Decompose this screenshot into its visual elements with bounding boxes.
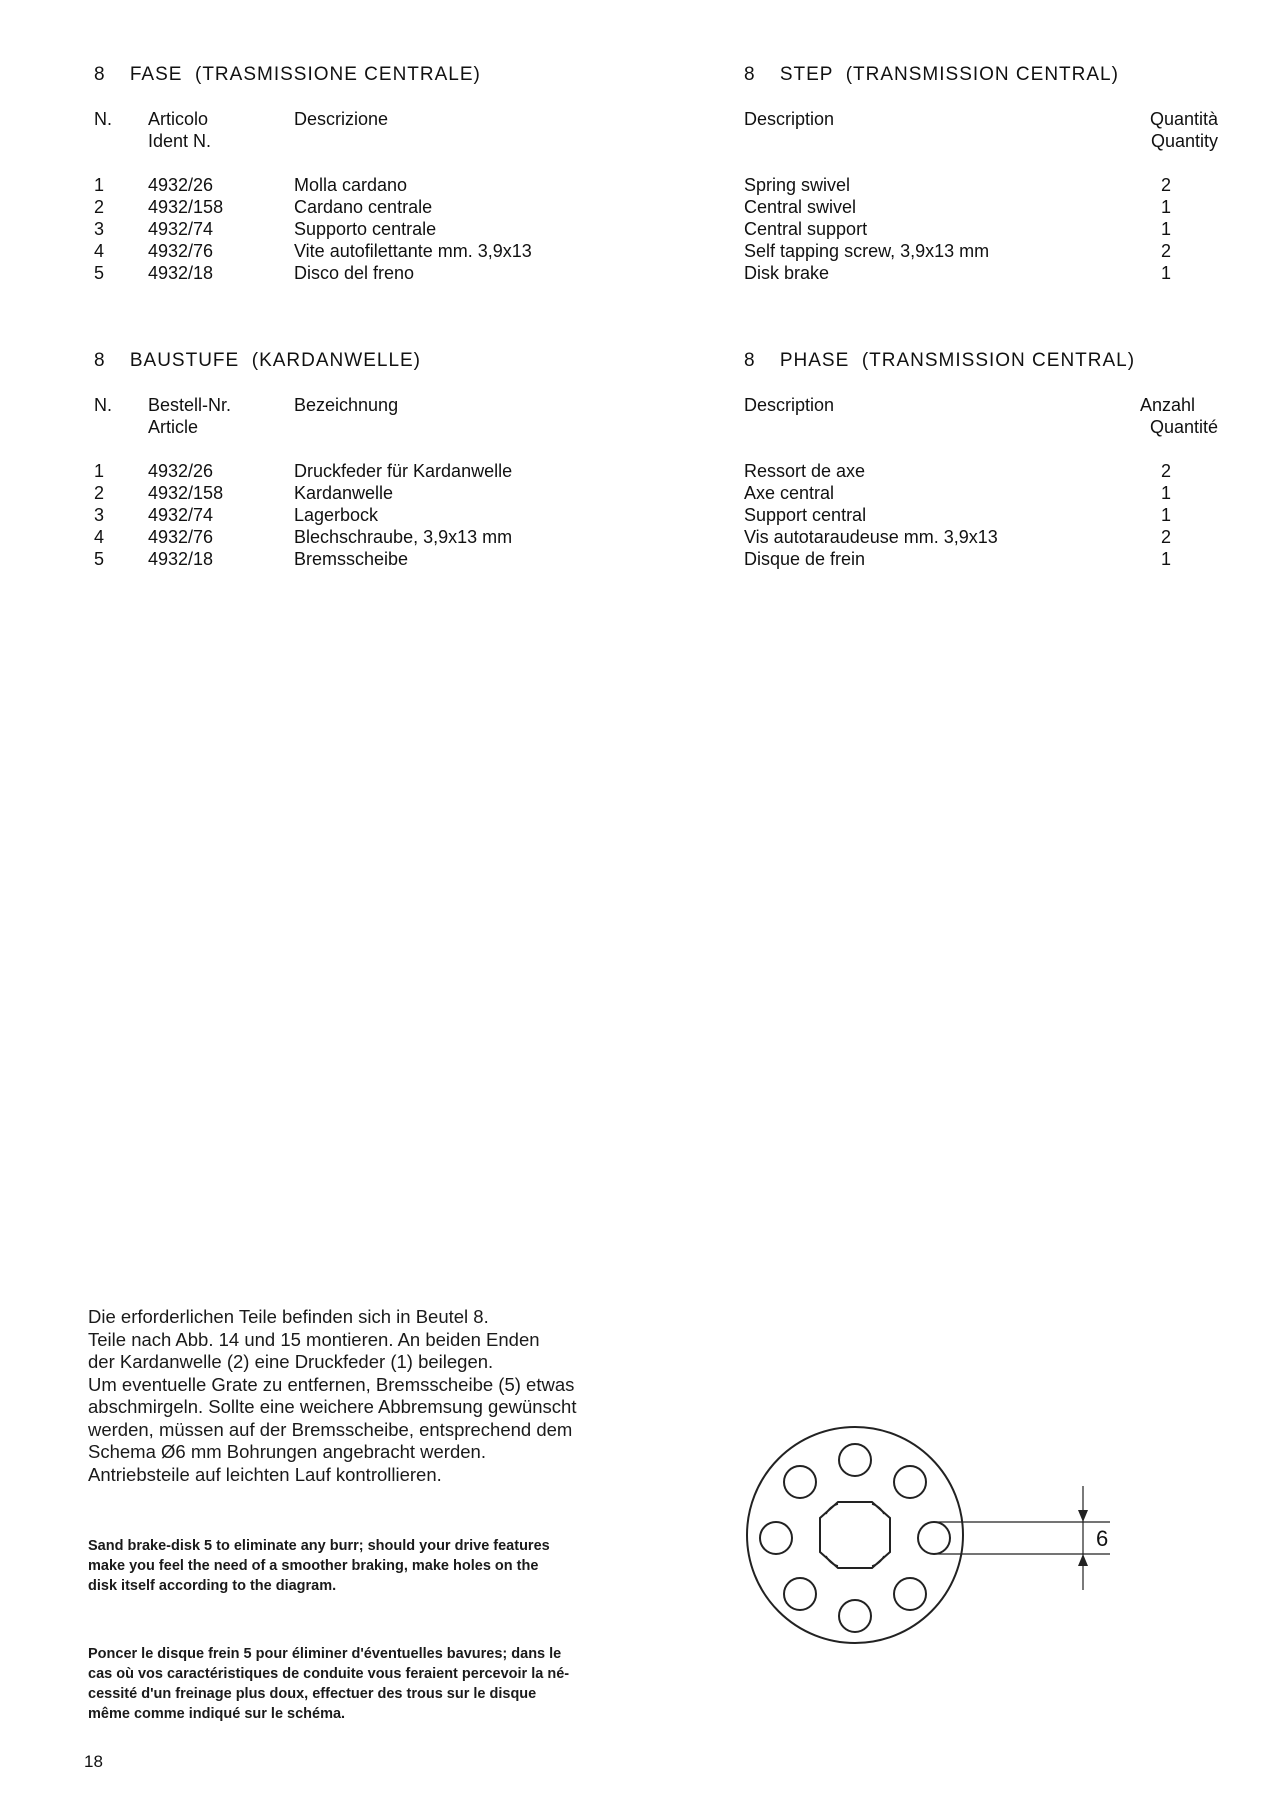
table-cell: Ressort de axe [744,461,866,481]
col-header-n: N. [94,109,112,129]
table-cell: Disk brake [744,263,830,283]
table-cell: 4932/18 [148,549,214,569]
col-n [94,460,104,570]
brake-hole [894,1578,926,1610]
col-header-description: Descrizione [294,109,389,129]
instruction-line: cessité d'un freinage plus doux, effectuer des trous sur le disque [88,1686,537,1702]
table-cell: Bremsscheibe [294,549,409,569]
table-cell: 2 [94,197,105,217]
table-cell: Vis autotaraudeuse mm. 3,9x13 [744,527,998,547]
table-cell: Self tapping screw, 3,9x13 mm [744,241,990,261]
instructions-fr [88,1644,668,1724]
section-header-en [744,64,1119,86]
brake-hole [839,1600,871,1632]
table-cell: 4932/18 [148,263,214,283]
table-cell: Spring swivel [744,175,851,195]
table-cell: 4932/26 [148,175,214,195]
col-description [744,460,998,570]
table-cell: Axe central [744,483,835,503]
instruction-line: cas où vos caractéristiques de conduite vous feraient percevoir la né- [88,1666,570,1682]
table-cell: Central swivel [744,197,857,217]
brake-hole [784,1466,816,1498]
brake-hole [784,1578,816,1610]
table-cell: Vite autofilettante mm. 3,9x13 [294,241,532,261]
table-cell: 5 [94,263,105,283]
table-cell: 2 [1160,461,1171,481]
instruction-line: Schema Ø6 mm Bohrungen angebracht werden. [88,1441,486,1462]
step-number: 8 [94,64,106,85]
instruction-line: der Kardanwelle (2) eine Druckfeder (1) beilegen. [88,1351,494,1372]
col-header-article [148,394,231,438]
brake-hole [839,1444,871,1476]
col-article [148,460,223,570]
col-article [148,174,223,284]
square-hub [820,1502,890,1568]
col-header-quantity-line1: Quantità [1149,109,1218,129]
brake-hole [918,1522,950,1554]
table-cell: 3 [94,505,105,525]
instruction-line: Poncer le disque frein 5 pour éliminer d'éventuelles bavures; dans le [88,1646,562,1662]
table-cell: Cardano centrale [294,197,433,217]
table-cell: Lagerbock [294,505,379,525]
table-cell: 4932/76 [148,527,214,547]
instruction-line: Um eventuelle Grate zu entfernen, Bremsscheibe (5) etwas [88,1373,575,1395]
col-quantity [1156,174,1176,284]
table-cell: 4932/76 [148,241,214,261]
table-cell: 2 [94,483,105,503]
col-header-article-line2: Article [148,417,199,437]
section-header-it [94,64,481,86]
col-description [744,174,989,284]
col-header-n: N. [94,395,112,415]
instruction-line: Sand brake-disk 5 to eliminate any burr; should your drive features [88,1538,550,1554]
col-header-article-line1: Bestell-Nr. [148,395,232,415]
step-number: 8 [744,64,756,85]
col-header-article-line1: Articolo [148,109,209,129]
col-header-quantity-line2: Quantité [1149,417,1218,437]
table-cell: 1 [94,175,105,195]
col-header-description: Description [744,109,835,129]
instructions-en [88,1536,668,1596]
step-number: 8 [744,350,756,371]
col-description [294,460,512,570]
table-cell: 4932/158 [148,197,224,217]
instruction-line: make you feel the need of a smoother braking, make holes on the [88,1558,539,1574]
table-cell: Blechschraube, 3,9x13 mm [294,527,513,547]
brake-hole [894,1466,926,1498]
table-cell: 1 [1160,219,1171,239]
col-header-article [148,108,211,152]
table-cell: 1 [94,461,105,481]
col-header-description: Bezeichnung [294,395,399,415]
table-cell: Supporto centrale [294,219,437,239]
table-cell: Support central [744,505,867,525]
table-cell: Disco del freno [294,263,415,283]
instruction-line: werden, müssen auf der Bremsscheibe, entsprechend dem [88,1418,573,1440]
instruction-line: abschmirgeln. Sollte eine weichere Abbremsung gewünscht [88,1396,577,1417]
col-n [94,174,104,284]
col-description [294,174,532,284]
table-cell: Disque de frein [744,549,866,569]
section-header-de [94,350,421,372]
col-header-quantity-line1: Anzahl [1140,395,1196,415]
disk-outline [747,1427,963,1643]
section-title: FASE (TRASMISSIONE CENTRALE) [129,64,481,85]
table-cell: 2 [1160,175,1171,195]
instruction-line: Antriebsteile auf leichten Lauf kontrollieren. [88,1463,442,1485]
page-number: 18 [84,1752,103,1771]
dimension-arrow-down-icon [1078,1510,1088,1522]
instructions-de [88,1306,648,1486]
table-cell: 1 [1160,263,1171,283]
table-cell: 4932/158 [148,483,224,503]
instruction-line: même comme indiqué sur le schéma. [88,1706,346,1722]
table-cell: Central support [744,219,868,239]
section-title: STEP (TRANSMISSION CENTRAL) [779,64,1119,85]
table-cell: 2 [1160,527,1171,547]
table-cell: 4 [94,527,105,547]
table-cell: 3 [94,219,105,239]
instruction-line: Die erforderlichen Teile befinden sich in Beutel 8. [88,1306,489,1327]
instruction-line: Teile nach Abb. 14 und 15 montieren. An beiden Enden [88,1328,540,1350]
col-header-quantity [1120,394,1218,438]
brake-disk-diagram [730,1420,1130,1650]
col-header-description: Description [744,395,835,415]
brake-hole [760,1522,792,1554]
col-header-article-line2: Ident N. [148,131,212,151]
table-cell: 4932/74 [148,219,214,239]
table-cell: 1 [1160,483,1171,503]
col-quantity [1156,460,1176,570]
table-cell: 1 [1160,549,1171,569]
instruction-line: disk itself according to the diagram. [88,1578,337,1594]
step-number: 8 [94,350,106,371]
table-cell: Druckfeder für Kardanwelle [294,461,513,481]
table-cell: 5 [94,549,105,569]
dimension-arrow-up-icon [1078,1554,1088,1566]
table-cell: 1 [1160,505,1171,525]
table-cell: 1 [1160,197,1171,217]
section-title: BAUSTUFE (KARDANWELLE) [129,350,422,371]
section-title: PHASE (TRANSMISSION CENTRAL) [779,350,1136,371]
table-cell: 4932/74 [148,505,214,525]
table-cell: Kardanwelle [294,483,394,503]
col-header-quantity [1120,108,1218,152]
hub-corner-arcs [826,1504,884,1566]
table-cell: 4932/26 [148,461,214,481]
table-cell: 2 [1160,241,1171,261]
section-header-fr [744,350,1135,372]
dimension-label: 6 [1096,1526,1109,1551]
table-cell: Molla cardano [294,175,408,195]
table-cell: 4 [94,241,105,261]
col-header-quantity-line2: Quantity [1150,131,1218,151]
